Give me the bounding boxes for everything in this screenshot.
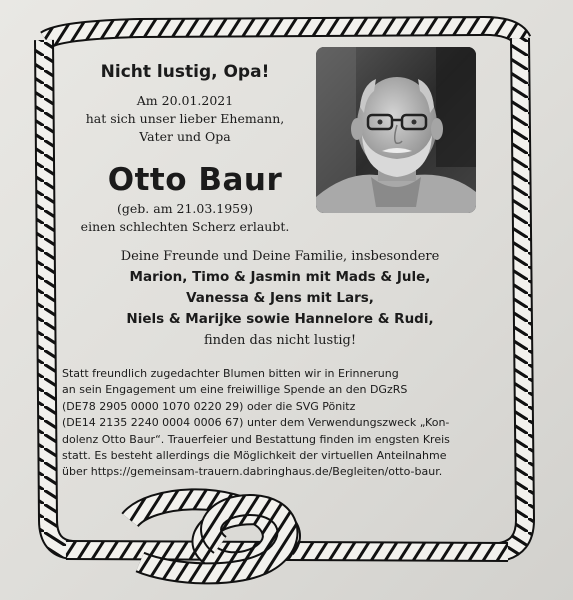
mourners-block (60, 246, 500, 351)
headline: Nicht lustig, Opa! (100, 62, 270, 82)
note-line: Statt freundlich zugedachter Blumen bitten wir in Erinnerung (62, 367, 399, 380)
note-line: (DE78 2905 0000 1070 0220 29) oder die SVG Pönitz (62, 399, 356, 413)
intro-line: hat sich unser lieber Ehemann, (85, 111, 285, 126)
donation-note (62, 366, 466, 481)
note-line: dolenz Otto Baur“. Trauerfeier und Bestattung finden im engsten Kreis (62, 432, 450, 446)
mourners-outro: finden das nicht lustig! (203, 333, 357, 348)
mourner-line: Marion, Timo & Jasmin mit Mads & Jule, (129, 269, 431, 285)
deceased-name: Otto Baur (107, 162, 283, 198)
note-line: an sein Engagement um eine freiwillige Spende an den DGzRS (62, 383, 408, 397)
birth-line: (geb. am 21.03.1959) (117, 201, 253, 216)
birth-info (60, 200, 310, 236)
birth-line: einen schlechten Scherz erlaubt. (80, 219, 290, 234)
note-line: (DE14 2135 2240 0004 0006 67) unter dem Verwendungszweck „Kon- (62, 416, 450, 430)
mourners-intro: Deine Freunde und Deine Familie, insbesondere (120, 249, 440, 264)
note-line: statt. Es besteht allerdings die Möglichkeit der virtuellen Anteilnahme (62, 449, 447, 463)
portrait-photo (316, 47, 476, 213)
intro-text (60, 92, 310, 146)
mourner-line: Vanessa & Jens mit Lars, (186, 290, 374, 306)
note-line: über https://gemeinsam-trauern.dabringhaus.de/Begleiten/otto-baur. (62, 465, 443, 479)
mourner-line: Niels & Marijke sowie Hannelore & Rudi, (126, 311, 434, 327)
intro-line: Vater und Opa (139, 129, 231, 144)
intro-line: Am 20.01.2021 (136, 93, 234, 108)
portrait-illustration (316, 47, 476, 213)
